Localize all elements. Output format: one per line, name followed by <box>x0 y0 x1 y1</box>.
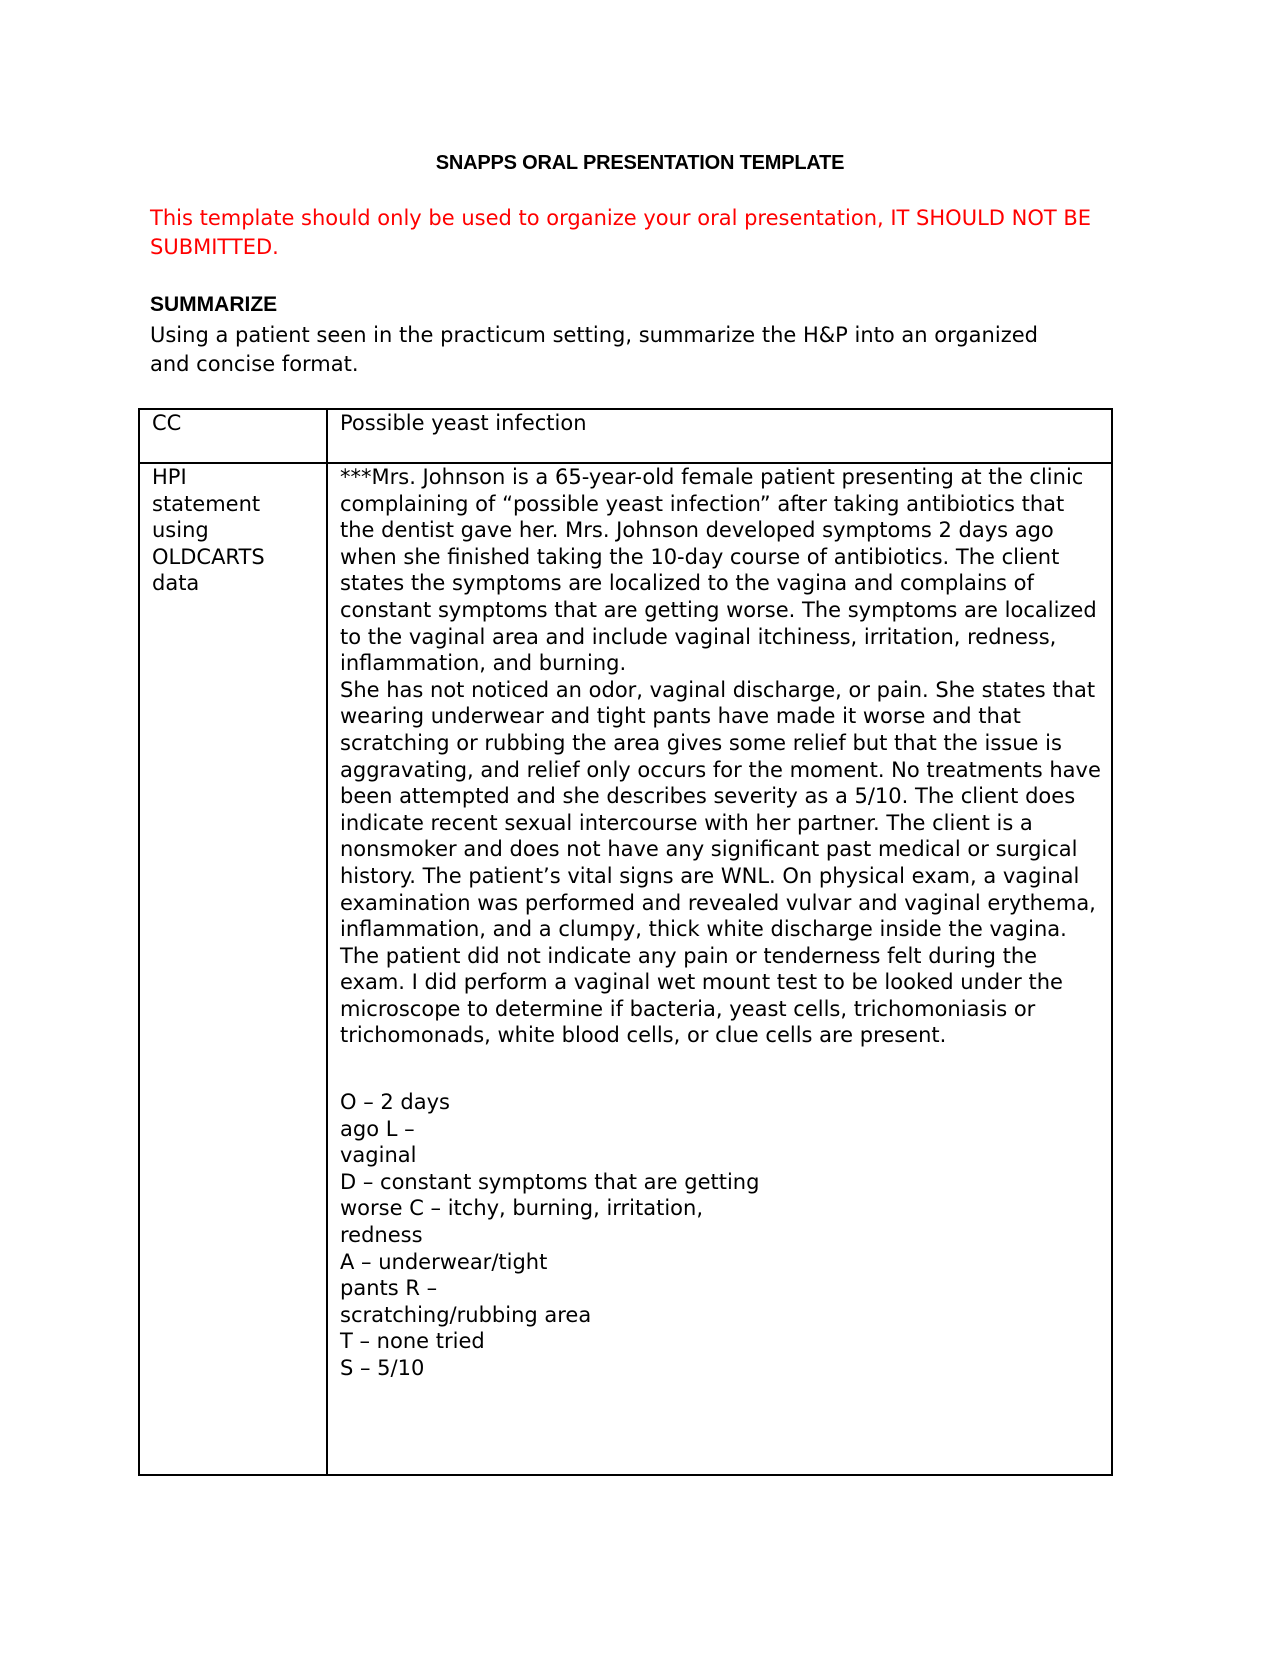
cc-label: CC <box>152 411 182 435</box>
oldcarts-line: S – 5/10 <box>340 1356 425 1380</box>
hpi-content-cell <box>327 463 1112 1475</box>
summary-table <box>138 408 1113 1476</box>
hpi-paragraph: ***Mrs. Johnson is a 65-year-old female patient presenting at the clinic complaining of “possible yeast infection” after taking antibiotics that the dentist gave her. Mrs. Johnson developed symptoms 2 days ago when she finished taking the 10-day course of antibiotics. The client states the symptoms are localized to the vagina and complains of constant symptoms that are getting worse. The symptoms are localized to the vaginal area and include vaginal itchiness, irritation, redness, inflammation, and burning. <box>340 465 1097 676</box>
oldcarts-line: redness <box>340 1223 423 1248</box>
hpi-label-line: OLDCARTS <box>152 544 265 569</box>
oldcarts-list <box>340 1089 1101 1382</box>
section-heading-summarize: SUMMARIZE <box>150 293 278 316</box>
cc-value: Possible yeast infection <box>340 411 587 435</box>
oldcarts-line: pants R – <box>340 1276 438 1301</box>
hpi-paragraph: She has not noticed an odor, vaginal discharge, or pain. She states that wearing underwear and tight pants have made it worse and that scratching or rubbing the area gives some relief but that the issue is aggravating, and relief only occurs for the moment. No treatments have been attempted and she describes severity as a 5/10. The client does indicate recent sexual intercourse with her partner. The client is a nonsmoker and does not have any significant past medical or surgical history. The patient’s vital signs are WNL. On physical exam, a vaginal examination was performed and revealed vulvar and vaginal erythema, inflammation, and a clumpy, thick white discharge inside the vagina. The patient did not indicate any pain or tenderness felt during the exam. I did perform a vaginal wet mount test to be looked under the microscope to determine if bacteria, yeast cells, trichomoniasis or trichomonads, white blood cells, or clue cells are present. <box>340 677 1101 1048</box>
oldcarts-line: D – constant symptoms that are getting <box>340 1169 760 1194</box>
cc-value-cell <box>327 409 1112 463</box>
oldcarts-line: A – underwear/tight <box>340 1249 548 1274</box>
section-description: Using a patient seen in the practicum setting, summarize the H&P into an organized and concise format. <box>150 323 1038 376</box>
oldcarts-line: worse C – itchy, burning, irritation, <box>340 1196 704 1221</box>
oldcarts-line: ago L – <box>340 1116 415 1141</box>
oldcarts-line: T – none tried <box>340 1329 485 1354</box>
table-row-cc <box>139 409 1112 463</box>
hpi-label-line: statement <box>152 491 261 516</box>
hpi-label-line: using <box>152 518 209 543</box>
hpi-label-line: data <box>152 571 200 596</box>
table-row-hpi <box>139 463 1112 1475</box>
hpi-label-cell <box>139 463 327 1475</box>
oldcarts-line: O – 2 days <box>340 1090 450 1115</box>
document-title: SNAPPS ORAL PRESENTATION TEMPLATE <box>435 152 845 174</box>
oldcarts-line: vaginal <box>340 1143 417 1168</box>
submission-warning: This template should only be used to organize your oral presentation, IT SHOULD NOT BE SUBMITTED. <box>150 206 1092 259</box>
cc-label-cell <box>139 409 327 463</box>
oldcarts-line: scratching/rubbing area <box>340 1302 592 1327</box>
hpi-label-line: HPI <box>152 465 187 489</box>
